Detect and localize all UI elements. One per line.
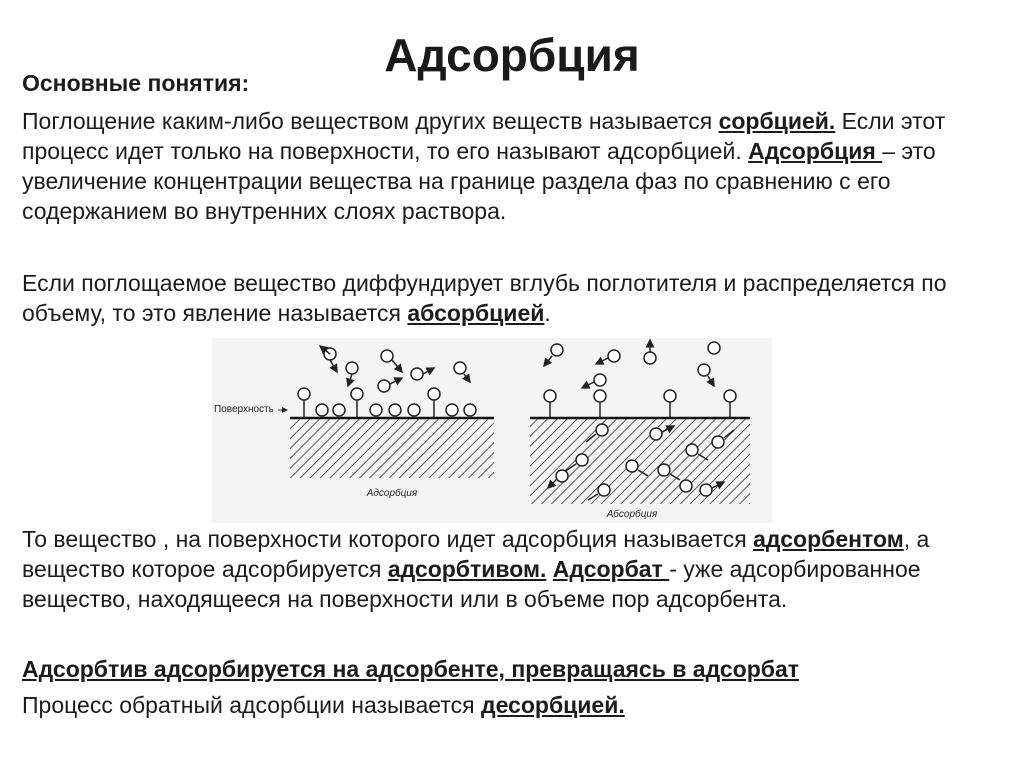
text: Если этот процесс идет только на поверхности, то его называют адсорбцией.: [22, 108, 946, 164]
figure-illustration: [212, 338, 772, 523]
section-subtitle: Основные понятия:: [22, 70, 250, 96]
slide-title: Адсорбция: [384, 29, 640, 81]
term-desorption: десорбцией.: [480, 692, 625, 718]
text: Процесс обратный адсорбции называется: [22, 692, 481, 718]
term-adsorption: Адсорбция: [748, 138, 883, 164]
text: - уже адсорбированное вещество, находящееся на поверхности или в объеме пор адсорбента.: [22, 556, 921, 612]
term-sorption: сорбцией.: [718, 108, 836, 134]
term-adsorbtive: адсорбтивом.: [387, 556, 547, 582]
surface-label: Поверхность: [214, 404, 274, 415]
paragraph-desorption-definition: [22, 690, 1012, 720]
absorbent-body-right: [530, 418, 750, 504]
adsorption-absorption-figure: [212, 338, 772, 523]
paragraph-absorption-definition: [22, 268, 1012, 328]
text: .: [544, 300, 551, 326]
adsorbent-body-left: [290, 418, 494, 478]
text: – это увеличение концентрации вещества на границе раздела фаз по сравнению с его содержанием во внутренних слоях раствора.: [22, 138, 936, 224]
caption-absorption: Абсорбция: [606, 509, 658, 520]
text: , а вещество которое адсорбируется: [22, 526, 930, 582]
text: Поглощение каким-либо веществом других веществ называется: [22, 108, 719, 134]
paragraph-sorption-definition: [22, 106, 1012, 226]
term-adsorbate: Адсорбат: [552, 556, 670, 582]
paragraph-adsorbent-definitions: [22, 524, 1012, 614]
text: Если поглощаемое вещество диффундирует вглубь поглотителя и распределяется по объему, то это явление называется: [22, 270, 947, 326]
text: То вещество , на поверхности которого идет адсорбция называется: [22, 526, 754, 552]
caption-adsorption: Адсорбция: [366, 488, 418, 499]
term-adsorbent: адсорбентом: [753, 526, 904, 552]
term-absorption: абсорбцией: [407, 300, 545, 326]
paragraph-key-statement: Адсорбтив адсорбируется на адсорбенте, превращаясь в адсорбат: [22, 656, 800, 682]
